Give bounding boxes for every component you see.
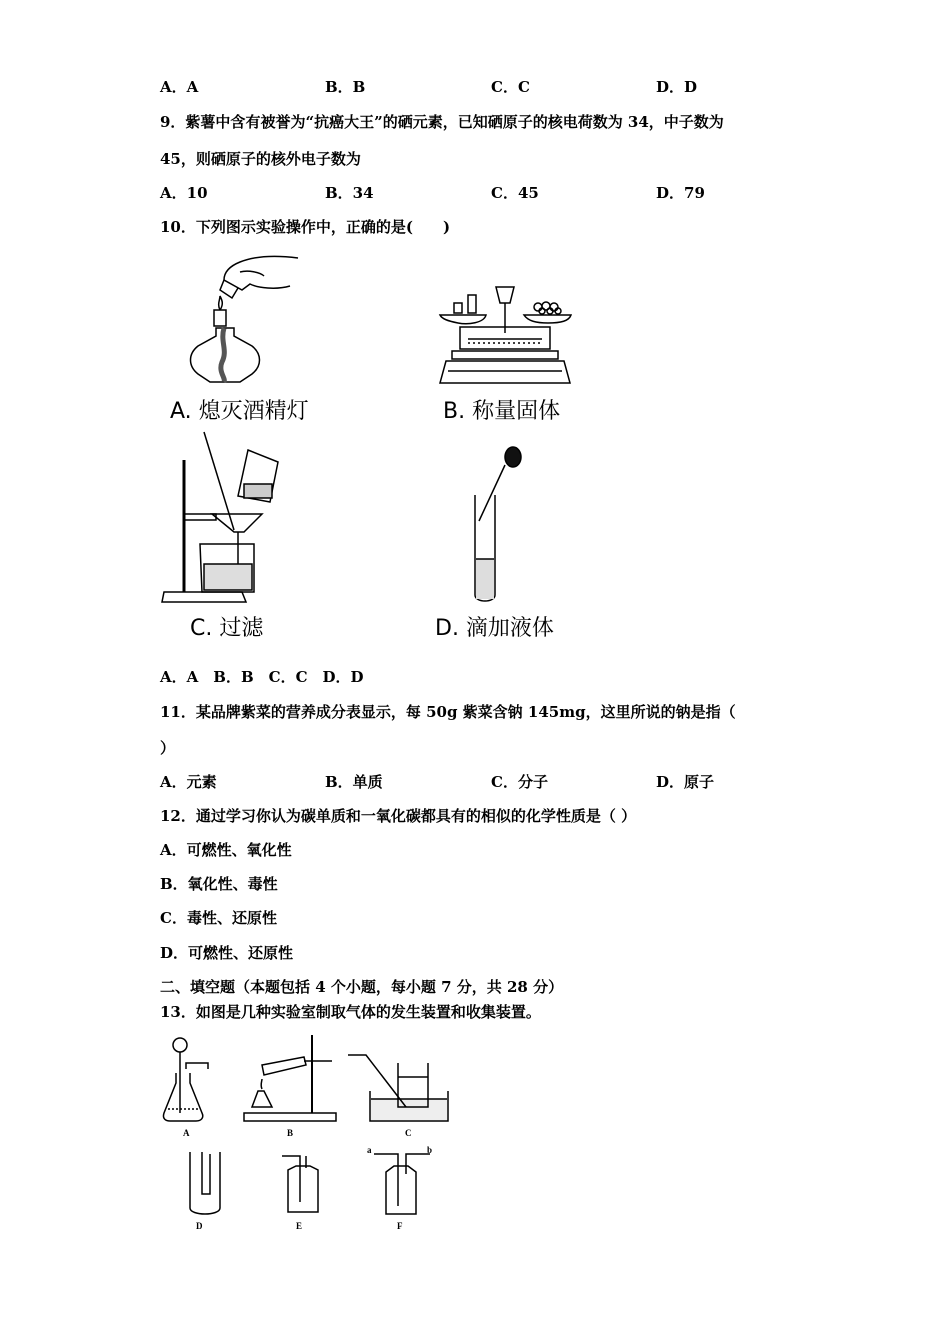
port-a-label: a bbox=[367, 1145, 372, 1155]
q10-caption-a: A. 熄灭酒精灯 bbox=[170, 399, 309, 424]
figure-dropper-liquid bbox=[465, 447, 535, 607]
q10-options: A．A B．B C．C D．D bbox=[160, 668, 364, 686]
q12-stem: 12．通过学习你认为碳单质和一氧化碳都具有的相似的化学性质是（ ） bbox=[160, 807, 637, 825]
q9-stem-line1: 9．紫薯中含有被誉为“抗癌大王”的硒元素，已知硒原子的核电荷数为 34，中子数为 bbox=[160, 113, 724, 131]
label-c: C bbox=[405, 1128, 412, 1138]
q8-option-a: A．A bbox=[160, 78, 199, 96]
section-2-title: 二、填空题（本题包括 4 个小题，每小题 7 分，共 28 分） bbox=[160, 978, 564, 996]
apparatus-b bbox=[242, 1035, 338, 1125]
q10-stem: 10．下列图示实验操作中，正确的是( ) bbox=[160, 218, 451, 236]
q9-stem-line2: 45，则硒原子的核外电子数为 bbox=[160, 150, 361, 168]
q12-option-c: C．毒性、还原性 bbox=[160, 909, 277, 927]
apparatus-d bbox=[186, 1150, 226, 1218]
q11-option-b: B．单质 bbox=[325, 773, 383, 791]
apparatus-c bbox=[346, 1045, 451, 1125]
label-a: A bbox=[183, 1128, 190, 1138]
q8-option-d: D．D bbox=[656, 78, 698, 96]
q11-option-a: A．元素 bbox=[160, 773, 217, 791]
q13-stem: 13．如图是几种实验室制取气体的发生装置和收集装置。 bbox=[160, 1003, 541, 1021]
port-b-label: b bbox=[427, 1145, 433, 1155]
label-d: D bbox=[196, 1221, 203, 1231]
q8-option-b: B．B bbox=[325, 78, 366, 96]
figure-filtration bbox=[162, 432, 282, 607]
figure-extinguish-alcohol-lamp bbox=[180, 250, 310, 390]
label-e: E bbox=[296, 1221, 303, 1231]
q12-option-b: B．氧化性、毒性 bbox=[160, 875, 278, 893]
q9-option-a: A．10 bbox=[160, 184, 208, 202]
apparatus-f bbox=[372, 1148, 432, 1218]
q10-caption-b: B. 称量固体 bbox=[443, 399, 561, 424]
q10-caption-d: D. 滴加液体 bbox=[435, 616, 554, 641]
q11-option-d: D．原子 bbox=[656, 773, 715, 791]
q11-stem-line2: ） bbox=[160, 739, 176, 757]
q11-option-c: C．分子 bbox=[491, 773, 548, 791]
apparatus-a bbox=[162, 1035, 212, 1125]
q10-caption-c: C. 过滤 bbox=[190, 616, 264, 641]
label-b: B bbox=[287, 1128, 294, 1138]
figure-balance-weighing bbox=[438, 285, 573, 387]
q9-option-d: D．79 bbox=[656, 184, 705, 202]
label-f: F bbox=[397, 1221, 403, 1231]
q12-option-d: D．可燃性、还原性 bbox=[160, 944, 294, 962]
q11-stem-line1: 11．某品牌紫菜的营养成分表显示，每 50g 紫菜含钠 145mg，这里所说的钠是指（ bbox=[160, 703, 736, 721]
apparatus-e bbox=[280, 1148, 324, 1218]
q12-option-a: A．可燃性、氧化性 bbox=[160, 841, 292, 859]
q8-option-c: C．C bbox=[491, 78, 530, 96]
q9-option-b: B．34 bbox=[325, 184, 374, 202]
q9-option-c: C．45 bbox=[491, 184, 539, 202]
